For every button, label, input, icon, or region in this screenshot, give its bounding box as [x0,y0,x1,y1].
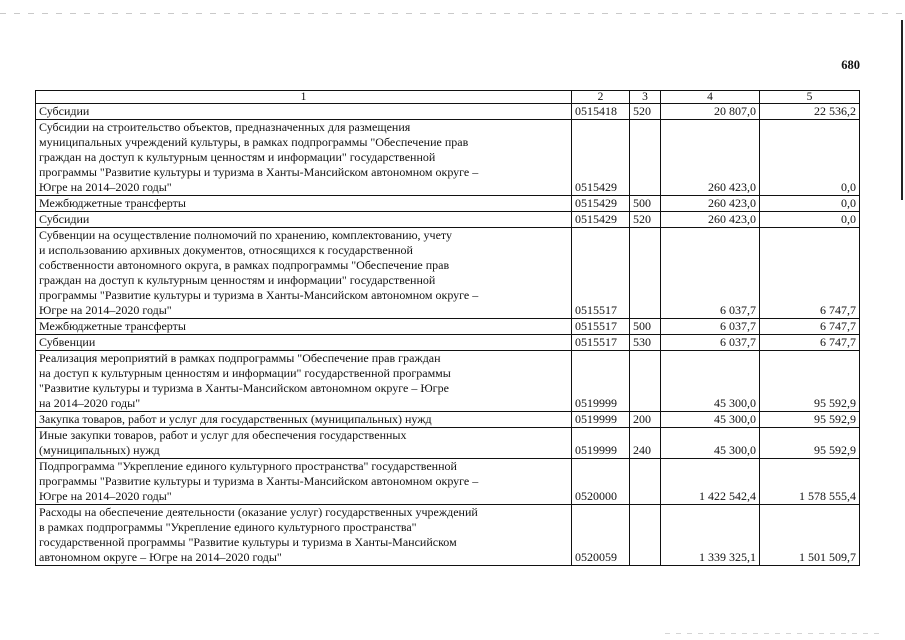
table-header-row [36,91,860,104]
row-amount-col5: 0,0 [760,120,860,196]
row-amount-col5: 0,0 [760,212,860,228]
row-amount-col5: 6 747,7 [760,335,860,351]
row-amount-col5: 1 578 555,4 [760,459,860,505]
row-target-code: 0520059 [572,505,630,566]
column-header: 5 [760,91,860,104]
budget-table [35,90,860,566]
table-row [36,428,860,459]
row-expense-type [630,120,661,196]
row-expense-type: 200 [630,412,661,428]
row-amount-col5: 95 592,9 [760,351,860,412]
row-target-code: 0515429 [572,212,630,228]
row-amount-col4: 260 423,0 [661,120,760,196]
row-expense-type [630,228,661,319]
row-amount-col4: 1 422 542,4 [661,459,760,505]
row-target-code: 0519999 [572,412,630,428]
row-amount-col4: 6 037,7 [661,228,760,319]
row-amount-col4: 45 300,0 [661,428,760,459]
row-amount-col5: 0,0 [760,196,860,212]
row-expense-type: 520 [630,212,661,228]
row-amount-col5: 6 747,7 [760,228,860,319]
row-description: Субсидии на строительство объектов, предназначенных для размещения муниципальных учреждений культуры, в рамках подпрограммы "Обеспечение прав граждан на доступ к культурным ценностям и информации" государственной программы "Развитие культуры и туризма в Ханты-Мансийском автономном округе – Югре на 2014–2020 годы" [36,120,572,196]
row-description: Субвенции на осуществление полномочий по хранению, комплектованию, учету и использованию архивных документов, относящихся к государственной собственности автономного округа, в рамках подпрограммы "Обеспечение прав граждан на доступ к культурным ценностям и информации" государственной программы "Развитие культуры и туризма в Ханты-Мансийском автономном округе – Югре на 2014–2020 годы" [36,228,572,319]
table-row [36,351,860,412]
row-description: Межбюджетные трансферты [36,319,572,335]
row-target-code: 0515418 [572,104,630,120]
table-row [36,319,860,335]
row-expense-type: 500 [630,319,661,335]
row-target-code: 0515429 [572,196,630,212]
row-description: Субсидии [36,104,572,120]
row-amount-col4: 260 423,0 [661,196,760,212]
scan-artifact-right-edge [901,20,903,200]
row-amount-col4: 6 037,7 [661,335,760,351]
row-expense-type: 520 [630,104,661,120]
row-amount-col4: 45 300,0 [661,351,760,412]
column-header: 4 [661,91,760,104]
row-amount-col5: 22 536,2 [760,104,860,120]
row-description: Межбюджетные трансферты [36,196,572,212]
row-target-code: 0519999 [572,351,630,412]
table-row [36,412,860,428]
row-description: Субсидии [36,212,572,228]
table-row [36,196,860,212]
table-row [36,459,860,505]
row-target-code: 0515517 [572,228,630,319]
row-description: Подпрограмма "Укрепление единого культурного пространства" государственной программы "Развитие культуры и туризма в Ханты-Мансийском автономном округе – Югре на 2014–2020 годы" [36,459,572,505]
row-expense-type: 500 [630,196,661,212]
row-target-code: 0515517 [572,335,630,351]
row-description: Иные закупки товаров, работ и услуг для обеспечения государственных (муниципальных) нужд [36,428,572,459]
table-row [36,104,860,120]
row-target-code: 0520000 [572,459,630,505]
column-header: 1 [36,91,572,104]
row-amount-col4: 260 423,0 [661,212,760,228]
row-description: Субвенции [36,335,572,351]
row-amount-col4: 1 339 325,1 [661,505,760,566]
table-row [36,120,860,196]
row-description: Закупка товаров, работ и услуг для государственных (муниципальных) нужд [36,412,572,428]
table-row [36,212,860,228]
table-row [36,335,860,351]
scan-artifact-top-rule [0,13,905,14]
row-amount-col5: 95 592,9 [760,428,860,459]
row-amount-col4: 6 037,7 [661,319,760,335]
column-header: 2 [572,91,630,104]
row-amount-col5: 6 747,7 [760,319,860,335]
row-amount-col4: 45 300,0 [661,412,760,428]
row-expense-type [630,459,661,505]
scan-artifact-bottom-rule [665,633,885,634]
row-amount-col4: 20 807,0 [661,104,760,120]
column-header: 3 [630,91,661,104]
row-expense-type [630,351,661,412]
row-target-code: 0519999 [572,428,630,459]
row-target-code: 0515517 [572,319,630,335]
row-description: Расходы на обеспечение деятельности (оказание услуг) государственных учреждений в рамках подпрограммы "Укрепление единого культурного пространства" государственной программы "Развитие культуры и туризма в Ханты-Мансийском автономном округе – Югре на 2014–2020 годы" [36,505,572,566]
table-row [36,505,860,566]
row-amount-col5: 1 501 509,7 [760,505,860,566]
row-target-code: 0515429 [572,120,630,196]
row-expense-type: 240 [630,428,661,459]
row-expense-type: 530 [630,335,661,351]
row-amount-col5: 95 592,9 [760,412,860,428]
table-row [36,228,860,319]
page-number: 680 [841,58,860,72]
row-description: Реализация мероприятий в рамках подпрограммы "Обеспечение прав граждан на доступ к культурным ценностям и информации" государственной программы "Развитие культуры и туризма в Ханты-Мансийском автономном округе – Югре на 2014–2020 годы" [36,351,572,412]
row-expense-type [630,505,661,566]
